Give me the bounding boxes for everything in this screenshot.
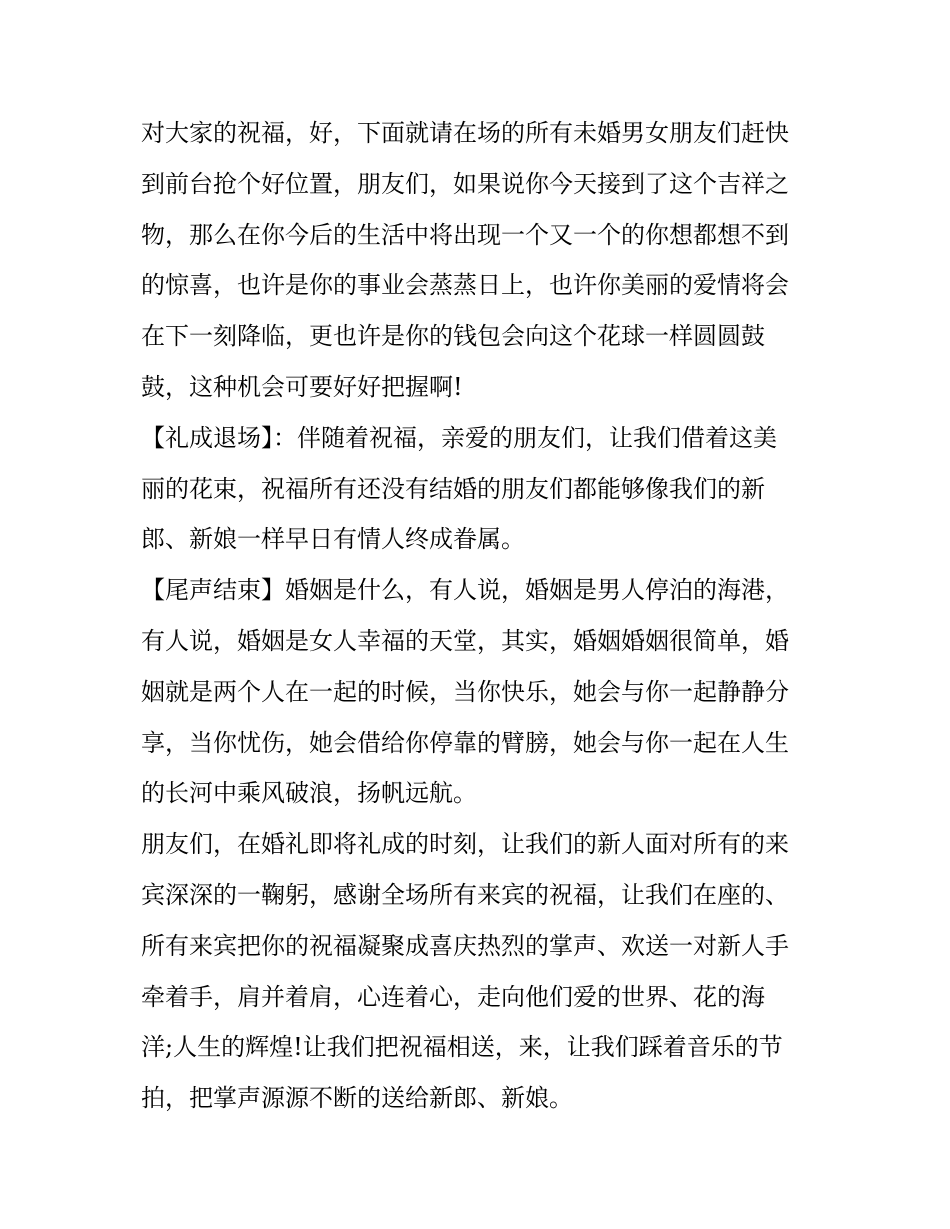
text-line: 朋友们，在婚礼即将礼成的时刻，让我们的新人面对所有的来 bbox=[141, 830, 789, 859]
text-line: 到前台抢个好位置，朋友们，如果说你今天接到了这个吉祥之 bbox=[141, 169, 789, 198]
text-line: 洋;人生的辉煌!让我们把祝福相送，来，让我们踩着音乐的节 bbox=[141, 1033, 783, 1062]
text-line: 物，那么在你今后的生活中将出现一个又一个的你想都想不到 bbox=[141, 220, 789, 249]
section-heading-line: 【尾声结束】婚姻是什么，有人说，婚姻是男人停泊的海港， bbox=[141, 576, 789, 605]
text-line: 鼓，这种机会可要好好把握啊! bbox=[141, 372, 463, 401]
text-line: 有人说，婚姻是女人幸福的天堂，其实，婚姻婚姻很简单，婚 bbox=[141, 626, 789, 655]
text-line: 拍，把掌声源源不断的送给新郎、新娘。 bbox=[141, 1084, 573, 1113]
text-line: 所有来宾把你的祝福凝聚成喜庆热烈的掌声、欢送一对新人手 bbox=[141, 931, 789, 960]
text-line: 牵着手，肩并着肩，心连着心，走向他们爱的世界、花的海 bbox=[141, 982, 765, 1011]
text-line: 姻就是两个人在一起的时候，当你快乐，她会与你一起静静分 bbox=[141, 677, 789, 706]
text-line: 的长河中乘风破浪，扬帆远航。 bbox=[141, 779, 477, 808]
text-line: 宾深深的一鞠躬，感谢全场所有来宾的祝福，让我们在座的、 bbox=[141, 880, 789, 909]
text-line: 丽的花束，祝福所有还没有结婚的朋友们都能够像我们的新 bbox=[141, 474, 765, 503]
text-line: 在下一刻降临，更也许是你的钱包会向这个花球一样圆圆鼓 bbox=[141, 322, 765, 351]
text-line: 的惊喜，也许是你的事业会蒸蒸日上，也许你美丽的爱情将会 bbox=[141, 271, 789, 300]
text-line: 对大家的祝福，好，下面就请在场的所有未婚男女朋友们赶快 bbox=[141, 119, 789, 147]
section-heading-line: 【礼成退场】：伴随着祝福，亲爱的朋友们，让我们借着这美 bbox=[141, 423, 777, 452]
document-body-text bbox=[141, 108, 821, 1124]
text-line: 郎、新娘一样早日有情人终成眷属。 bbox=[141, 525, 525, 554]
text-line: 享，当你忧伤，她会借给你停靠的臂膀，她会与你一起在人生 bbox=[141, 728, 789, 757]
